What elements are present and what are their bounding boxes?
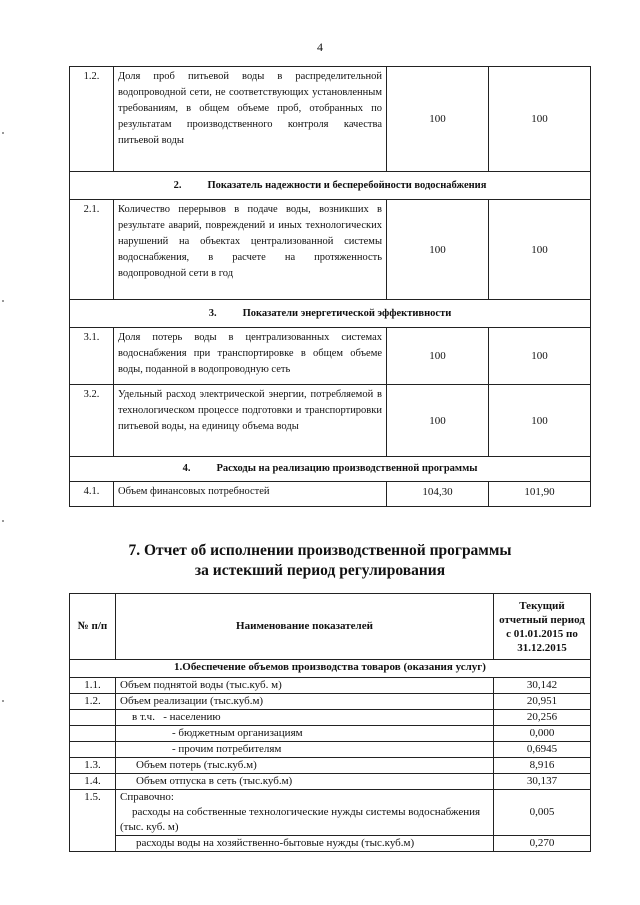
table-row (70, 328, 591, 385)
row-number: 1.5. (70, 790, 116, 852)
section-number: 3. (208, 307, 217, 319)
table-row (70, 742, 591, 758)
row-value: 30,142 (494, 678, 591, 694)
row-value: 0,000 (494, 726, 591, 742)
section-row (70, 172, 591, 200)
planned-value: 104,30 (387, 482, 489, 507)
section-title (70, 457, 591, 482)
row-name: Объем потерь (тыс.куб.м) (116, 758, 494, 774)
planned-value: 100 (387, 385, 489, 457)
section-label: Показатель надежности и бесперебойности водоснабжения (207, 179, 487, 191)
row-name: - бюджетным организациям (116, 726, 494, 742)
table-row (70, 758, 591, 774)
scan-mark (2, 132, 4, 134)
page-number: 4 (317, 40, 323, 54)
reference-cell (116, 790, 494, 836)
header-name: Наименование показателей (116, 594, 494, 660)
scan-mark (2, 300, 4, 302)
section-row (70, 660, 591, 678)
row-value: 0,270 (494, 836, 591, 852)
table-row (70, 67, 591, 172)
row-value: 8,916 (494, 758, 591, 774)
heading-line-2: за истекший период регулирования (194, 562, 446, 579)
table-row (70, 710, 591, 726)
section-label: Расходы на реализацию производственной программы (216, 463, 478, 474)
row-name: в т.ч. - населению (116, 710, 494, 726)
row-number: 1.4. (70, 774, 116, 790)
row-name: - прочим потребителям (116, 742, 494, 758)
indicator-name: Доля потерь воды в централизованных системах водоснабжения при транспортировке в общем объеме воды, поданной в водопроводную сеть (114, 328, 387, 385)
table-row (70, 774, 591, 790)
actual-value: 100 (489, 328, 591, 385)
header-number: № п/п (70, 594, 116, 660)
section-number: 2. (173, 179, 182, 191)
section-title: 1.Обеспечение объемов производства товаров (оказания услуг) (70, 660, 591, 678)
indicator-name: Удельный расход электрической энергии, потребляемой в технологическом процессе подготовки и транспортировки питьевой воды, на единицу объема воды (114, 385, 387, 457)
row-value: 20,256 (494, 710, 591, 726)
reference-item: расходы воды на хозяйственно-бытовые нужды (тыс.куб.м) (116, 836, 494, 852)
reference-row (70, 836, 591, 852)
indicators-table (69, 66, 591, 507)
row-number: 2.1. (70, 200, 114, 300)
indicator-name: Доля проб питьевой воды в распределительной водопроводной сети, не соответствующих установленным требованиям, в общем объеме проб, отобранных по результатам производственного контроля качества питьевой воды (114, 67, 387, 172)
reference-label: Справочно: (120, 791, 174, 803)
row-name: Объем реализации (тыс.куб.м) (116, 694, 494, 710)
actual-value: 100 (489, 385, 591, 457)
indicator-name: Количество перерывов в подаче воды, возникших в результате аварий, повреждений и иных технологических нарушений на объектах централизованной системы водоснабжения, в расчете на протяженность водопроводной сети в год (114, 200, 387, 300)
row-value: 0,005 (494, 790, 591, 836)
table-row (70, 694, 591, 710)
planned-value: 100 (387, 67, 489, 172)
indicator-name: Объем финансовых потребностей (114, 482, 387, 507)
section-row (70, 457, 591, 482)
table-row (70, 200, 591, 300)
row-number: 3.2. (70, 385, 114, 457)
reference-row (70, 790, 591, 836)
row-value: 0,6945 (494, 742, 591, 758)
table-row (70, 385, 591, 457)
row-name: Объем отпуска в сеть (тыс.куб.м) (116, 774, 494, 790)
actual-value: 100 (489, 67, 591, 172)
section-row (70, 300, 591, 328)
heading-line-1: 7. Отчет об исполнении производственной программы (128, 542, 512, 559)
row-number: 3.1. (70, 328, 114, 385)
row-value: 30,137 (494, 774, 591, 790)
table-row (70, 726, 591, 742)
row-number: 4.1. (70, 482, 114, 507)
row-number: 1.3. (70, 758, 116, 774)
scan-mark (2, 700, 4, 702)
planned-value: 100 (387, 200, 489, 300)
row-number: 1.1. (70, 678, 116, 694)
row-number (70, 710, 116, 726)
section-heading (0, 541, 640, 581)
table-row (70, 678, 591, 694)
table-row (70, 482, 591, 507)
actual-value: 101,90 (489, 482, 591, 507)
header-period: Текущий отчетный период с 01.01.2015 по 31.12.2015 (494, 594, 591, 660)
row-number: 1.2. (70, 67, 114, 172)
actual-value: 100 (489, 200, 591, 300)
reference-item: расходы на собственные технологические нужды системы водоснабжения (тыс. куб. м) (120, 806, 481, 833)
row-value: 20,951 (494, 694, 591, 710)
scan-mark (2, 520, 4, 522)
section-number: 4. (182, 463, 191, 474)
row-name: Объем поднятой воды (тыс.куб. м) (116, 678, 494, 694)
header-row (70, 594, 591, 660)
row-number (70, 726, 116, 742)
report-table (69, 593, 591, 852)
section-label: Показатели энергетической эффективности (242, 307, 452, 319)
section-title (70, 172, 591, 200)
planned-value: 100 (387, 328, 489, 385)
row-number (70, 742, 116, 758)
row-number: 1.2. (70, 694, 116, 710)
section-title (70, 300, 591, 328)
